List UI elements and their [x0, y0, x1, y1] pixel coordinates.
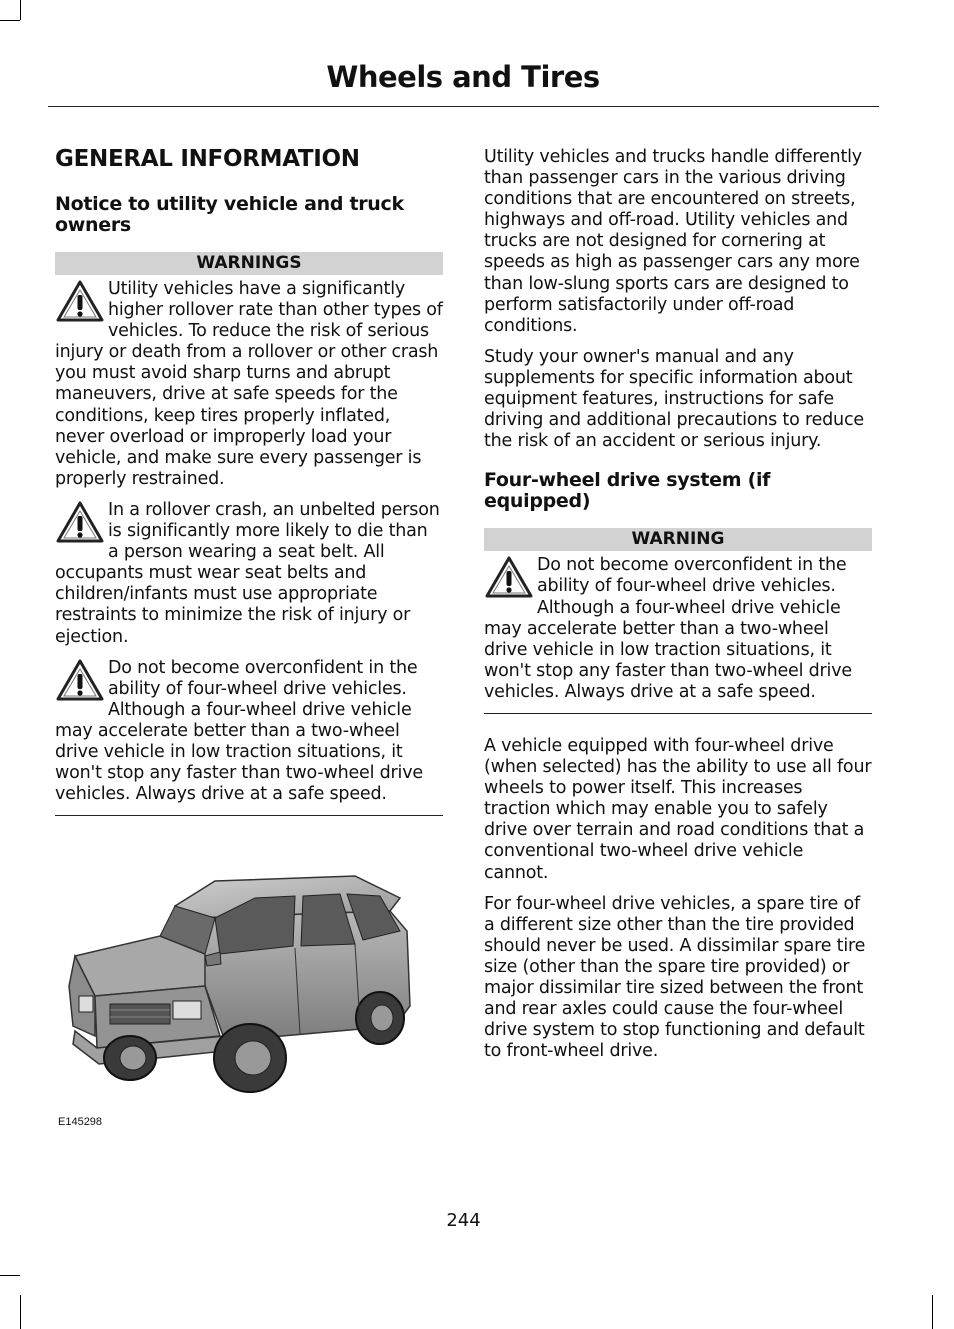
warning-triangle-icon	[55, 279, 105, 323]
body-paragraph: A vehicle equipped with four-wheel drive (when selected) has the ability to use all four wheels to power itself. This increases traction which may enable you to safely drive over terrain and road conditions that a conventional two-wheel drive vehicle cannot.	[484, 735, 872, 883]
subsection-title: Notice to utility vehicle and truck owners	[55, 193, 404, 236]
figure-id: E145298	[58, 1116, 103, 1129]
header-divider	[48, 106, 879, 107]
body-paragraph: Study your owner's manual and any supplements for specific information about equipment features, instructions for safe driving and additional precautions to reduce the risk of an accident or serious injury.	[484, 346, 864, 452]
warning-item	[55, 500, 443, 648]
page-title: Wheels and Tires	[326, 60, 600, 94]
warnings-heading: WARNINGS	[55, 252, 443, 275]
body-paragraph: For four-wheel drive vehicles, a spare tire of a different size other than the tire provided should never be used. A dissimilar spare tire size (other than the spare tire provided) or major dissimilar tire sized between the front and rear axles could cause the four-wheel drive system to stop functioning and default to front-wheel drive.	[484, 893, 866, 1062]
section-title: GENERAL INFORMATION	[55, 146, 360, 172]
warning-end-divider	[484, 713, 872, 714]
left-column	[55, 146, 443, 1129]
crop-mark	[20, 1295, 21, 1329]
crop-mark	[932, 1295, 933, 1329]
warning-text: In a rollover crash, an unbelted person is significantly more likely to die than a person wearing a seat belt. All occupants must wear seat belts and children/infants must use appropriate restraints to minimize the risk of injury or ejection.	[55, 499, 440, 647]
warning-item	[484, 555, 872, 703]
subsection-title: Four-wheel drive system (if equipped)	[484, 469, 771, 513]
warning-text: Utility vehicles have a significantly higher rollover rate than other types of vehicles. To reduce the risk of serious injury or death from a rollover or other crash you must avoid sharp turns and abrupt maneuvers, drive at safe speeds for the conditions, keep tires properly inflated, never overload or improperly load your vehicle, and make sure every passenger is properly restrained.	[55, 279, 443, 489]
suv-icon	[55, 836, 443, 1096]
warning-triangle-icon	[55, 500, 105, 544]
warning-triangle-icon	[484, 555, 534, 599]
warning-text: Do not become overconfident in the ability of four-wheel drive vehicles. Although a four-wheel drive vehicle may accelerate better than a two-wheel drive vehicle in low traction situations, it won't stop any faster than two-wheel drive vehicles. Always drive at a safe speed.	[55, 657, 423, 805]
suv-illustration	[55, 836, 443, 1129]
warnings-end-divider	[55, 815, 443, 816]
warning-heading: WARNING	[484, 528, 872, 551]
crop-mark	[0, 20, 20, 21]
right-column	[484, 147, 872, 1072]
crop-mark	[0, 1275, 20, 1276]
warning-item	[55, 279, 443, 490]
body-paragraph: Utility vehicles and trucks handle differently than passenger cars in the various driving conditions that are encountered on streets, highways and off-road. Utility vehicles and trucks are not designed for cornering at speeds as high as passenger cars any more than low-slung sports cars are designed to perform satisfactorily under off-road conditions.	[484, 147, 862, 336]
crop-mark	[20, 0, 21, 20]
warning-triangle-icon	[55, 658, 105, 702]
warning-item	[55, 658, 443, 806]
warning-text: Do not become overconfident in the ability of four-wheel drive vehicles. Although a four-wheel drive vehicle may accelerate better than a two-wheel drive vehicle in low traction situations, it won't stop any faster than two-wheel drive vehicles. Always drive at a safe speed.	[484, 555, 852, 702]
page-number: 244	[446, 1210, 481, 1231]
